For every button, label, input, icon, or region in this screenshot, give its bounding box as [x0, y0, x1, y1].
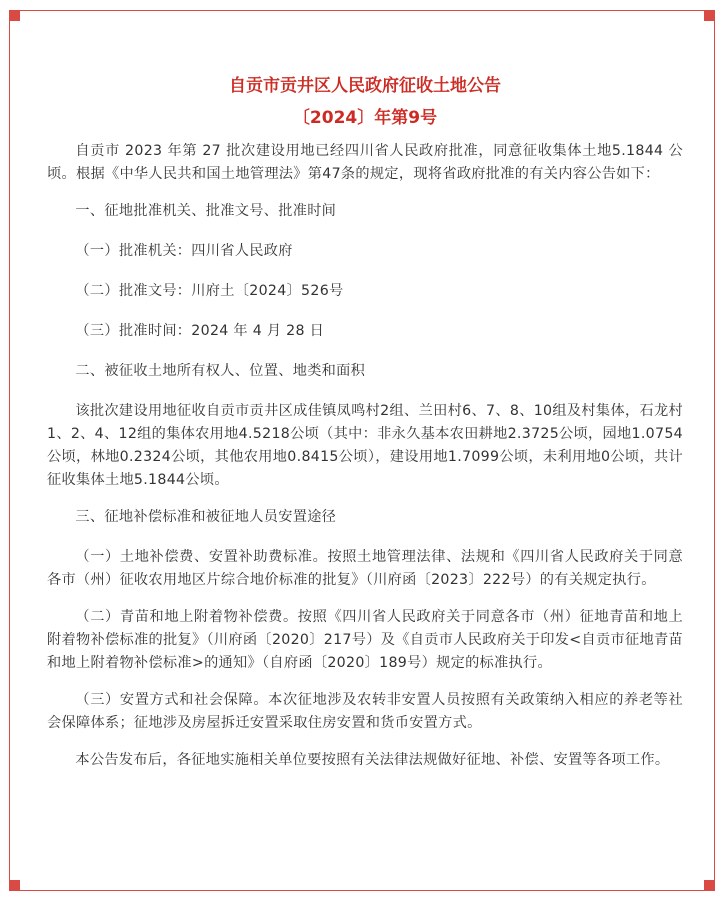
document-body	[47, 72, 683, 786]
section-heading-compensation: 三、征地补偿标准和被征地人员安置途径	[75, 509, 337, 525]
intro-paragraph: 自贡市 2023 年第 27 批次建设用地已经四川省人民政府批准，同意征收集体土地5.1844 公顷。根据《中华人民共和国土地管理法》第47条的规定，现将省政府批准的有关内容公告如下：	[47, 143, 683, 182]
closing-paragraph: 本公告发布后，各征地实施相关单位要按照有关法律法规做好征地、补偿、安置等各项工作。	[75, 752, 670, 768]
resettlement-paragraph: （三）安置方式和社会保障。本次征地涉及农转非安置人员按照有关政策纳入相应的养老等社会保障体系；征地涉及房屋拆迁安置采取住房安置和货币安置方式。	[47, 692, 683, 731]
frame-corner-top-left	[10, 11, 20, 21]
section-heading-approval: 一、征地批准机关、批准文号、批准时间	[75, 203, 337, 219]
frame-corner-top-right	[704, 11, 714, 21]
approval-document-number: （二）批准文号：川府土〔2024〕526号	[75, 283, 344, 299]
document-title: 自贡市贡井区人民政府征收土地公告	[229, 76, 501, 96]
approval-authority: （一）批准机关：四川省人民政府	[75, 243, 293, 259]
frame-corner-bottom-right	[704, 880, 714, 890]
title-block	[47, 72, 683, 132]
approval-date: （三）批准时间：2024 年 4 月 28 日	[75, 323, 325, 339]
document-number: 〔2024〕年第9号	[292, 108, 438, 128]
compensation-land-paragraph: （一）土地补偿费、安置补助费标准。按照土地管理法律、法规和《四川省人民政府关于同意各市（州）征收农用地区片综合地价标准的批复》（川府函〔2023〕222号）的有关规定执行。	[47, 549, 683, 588]
section-heading-land: 二、被征收土地所有权人、位置、地类和面积	[75, 363, 366, 379]
frame-corner-bottom-left	[10, 880, 20, 890]
land-details-paragraph: 该批次建设用地征收自贡市贡井区成佳镇凤鸣村2组、兰田村6、7、8、10组及村集体，石龙村1、2、4、12组的集体农用地4.5218公顷（其中：非永久基本农田耕地2.3725公顷，园地1.0754公顷，林地0.2324公顷，其他农用地0.8415公顷），建设用地1.7099公顷，未利用地0公顷，共计征收集体土地5.1844公顷。	[47, 403, 683, 488]
compensation-crops-paragraph: （二）青苗和地上附着物补偿费。按照《四川省人民政府关于同意各市（州）征地青苗和地上附着物补偿标准的批复》（川府函〔2020〕217号）及《自贡市人民政府关于印发<自贡市征地青苗和地上附着物补偿标准>的通知》（自府函〔2020〕189号）规定的标准执行。	[47, 609, 683, 671]
